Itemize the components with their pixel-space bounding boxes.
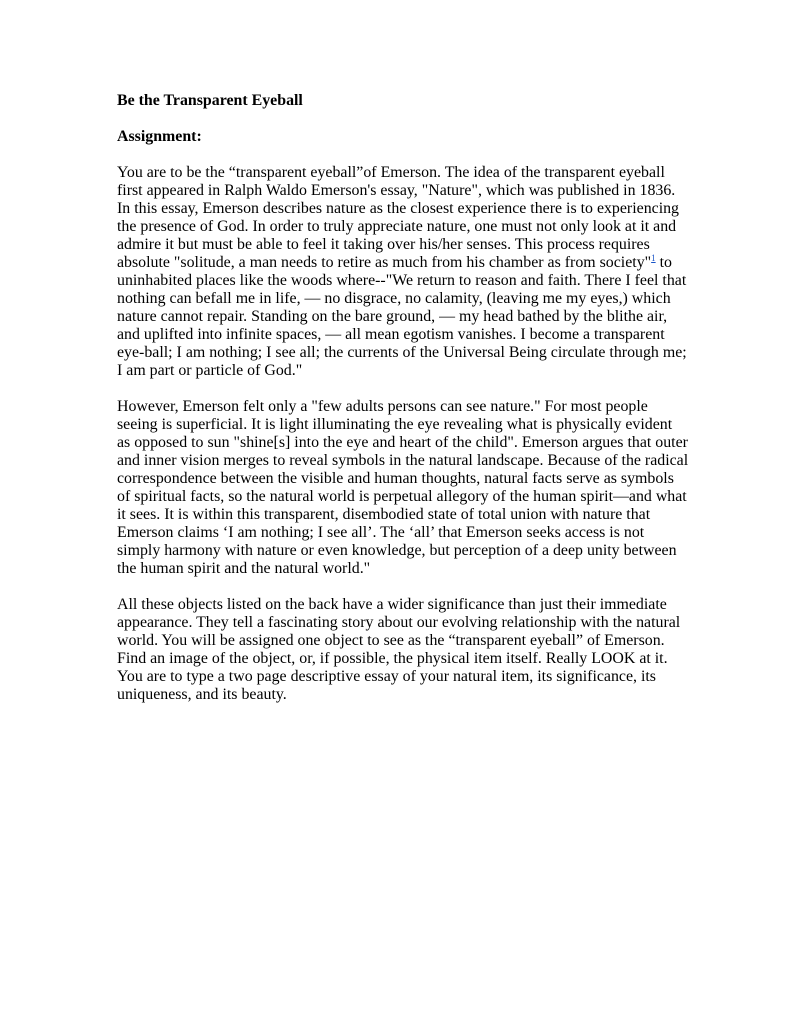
document-title: Be the Transparent Eyeball (117, 92, 303, 109)
paragraph-3 (117, 596, 687, 704)
paragraph-line: correspondence between the visible and human thoughts, natural facts serve as symbols (117, 470, 674, 487)
paragraph-line: eye-ball; I am nothing; I see all; the currents of the Universal Being circulate through me; (117, 344, 687, 361)
paragraph-line: seeing is superficial. It is light illuminating the eye revealing what is physically evident (117, 416, 673, 433)
paragraph-line: the human spirit and the natural world." (117, 560, 371, 577)
paragraph-2 (117, 398, 687, 578)
paragraph-line-with-footnote (117, 254, 687, 272)
paragraph-line-text: absolute "solitude, a man needs to retire as much from his chamber as from society" (117, 254, 652, 271)
paragraph-line: uniqueness, and its beauty. (117, 686, 287, 703)
document-page (117, 92, 687, 722)
paragraph-line: In this essay, Emerson describes nature as the closest experience there is to experiencing (117, 200, 679, 217)
paragraph-line: admire it but must be able to feel it taking over his/her senses. This process requires (117, 236, 650, 253)
paragraph-line: nothing can befall me in life, — no disgrace, no calamity, (leaving me my eyes,) which (117, 290, 671, 307)
paragraph-line: appearance. They tell a fascinating story about our evolving relationship with the natural (117, 614, 681, 631)
paragraph-line: and inner vision merges to reveal symbols in the natural landscape. Because of the radical (117, 452, 689, 469)
paragraph-line: All these objects listed on the back have a wider significance than just their immediate (117, 596, 667, 613)
paragraph-line: I am part or particle of God." (117, 362, 303, 379)
paragraph-1 (117, 164, 687, 380)
paragraph-line: You are to be the “transparent eyeball”of Emerson. The idea of the transparent eyeball (117, 164, 665, 181)
assignment-heading: Assignment: (117, 128, 202, 145)
paragraph-line: Emerson claims ‘I am nothing; I see all’. The ‘all’ that Emerson seeks access is not (117, 524, 645, 541)
paragraph-line: as opposed to sun "shine[s] into the eye and heart of the child". Emerson argues that outer (117, 434, 688, 451)
paragraph-line: nature cannot repair. Standing on the bare ground, — my head bathed by the blithe air, (117, 308, 668, 325)
paragraph-line-tail: to (655, 254, 672, 271)
paragraph-line: However, Emerson felt only a "few adults persons can see nature." For most people (117, 398, 648, 415)
footnote-link[interactable]: 1 (651, 253, 656, 263)
paragraph-line: You are to type a two page descriptive essay of your natural item, its significance, its (117, 668, 656, 685)
paragraph-line: uninhabited places like the woods where--"We return to reason and faith. There I feel that (117, 272, 687, 289)
paragraph-line: world. You will be assigned one object to see as the “transparent eyeball” of Emerson. (117, 632, 665, 649)
paragraph-line: the presence of God. In order to truly appreciate nature, one must not only look at it and (117, 218, 677, 235)
paragraph-line: it sees. It is within this transparent, disembodied state of total union with nature that (117, 506, 651, 523)
paragraph-line: first appeared in Ralph Waldo Emerson's essay, "Nature", which was published in 1836. (117, 182, 676, 199)
paragraph-line: of spiritual facts, so the natural world is perpetual allegory of the human spirit—and what (117, 488, 687, 505)
paragraph-line: and uplifted into infinite spaces, — all mean egotism vanishes. I become a transparent (117, 326, 665, 343)
paragraph-line: simply harmony with nature or even knowledge, but perception of a deep unity between (117, 542, 677, 559)
paragraph-line: Find an image of the object, or, if possible, the physical item itself. Really LOOK at it. (117, 650, 668, 667)
